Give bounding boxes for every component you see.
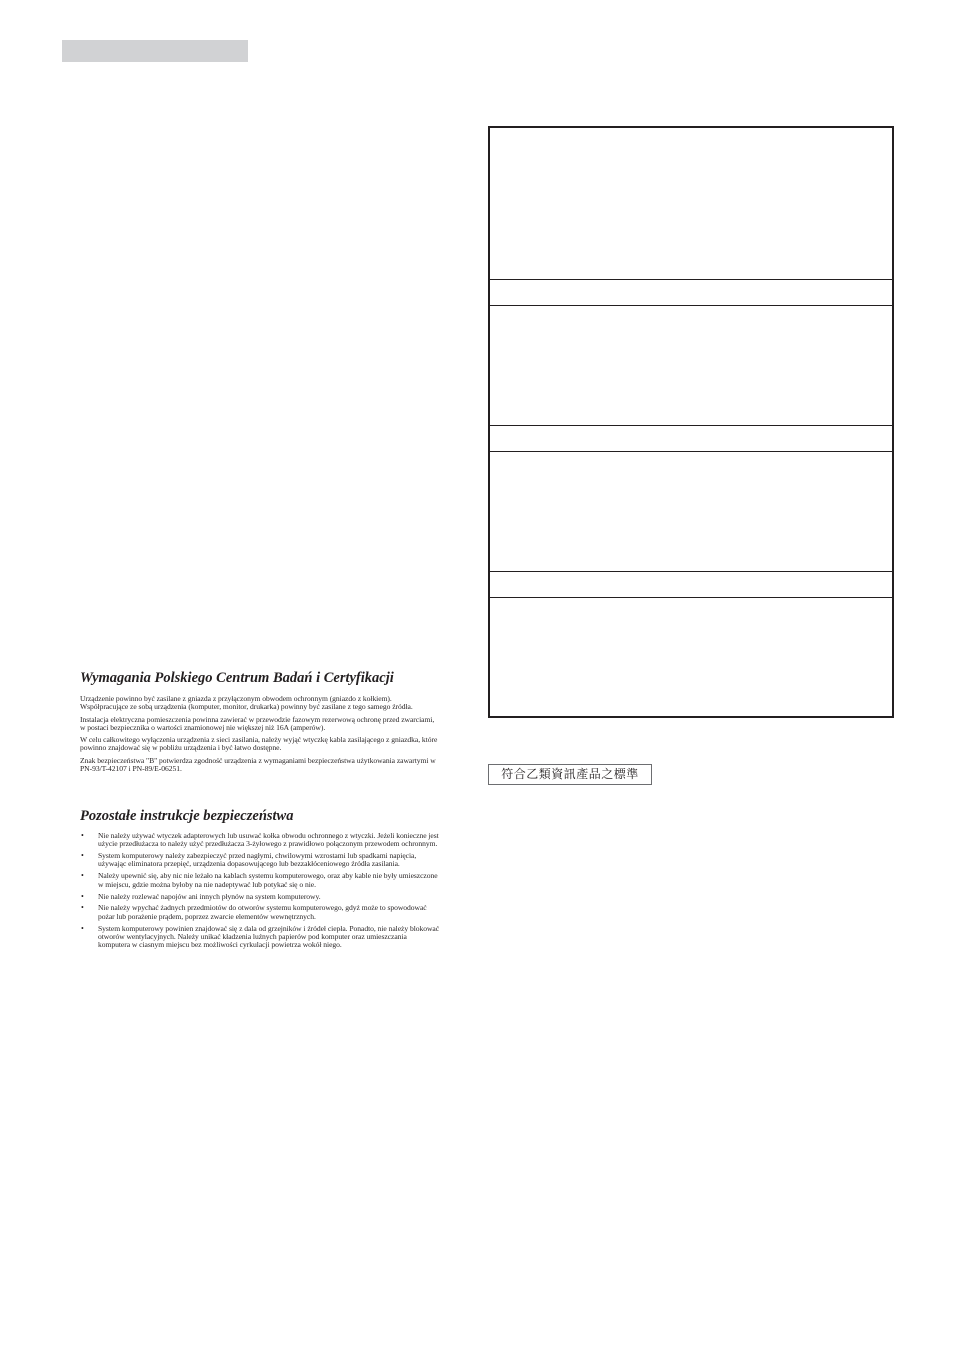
bullet-icon: • (81, 891, 84, 901)
pcbc-paragraph: W celu całkowitego wyłączenia urządzenia z sieci zasilania, należy wyjąć wtyczkę kabla zasilającego z gniazdka, które powinno znajdować się w pobliżu urządzenia i być łatwo dostępne. (80, 735, 438, 753)
header-bar (62, 40, 248, 62)
list-item (80, 893, 440, 901)
bullet-icon: • (81, 903, 84, 913)
table-row (490, 597, 892, 717)
list-item (80, 904, 440, 921)
list-item-text: Nie należy używać wtyczek adapterowych lub usuwać kołka obwodu ochronnego z wtyczki. Jeżeli konieczne jest użycie przedłużacza to należy użyć przedłużacza 3-żyłowego z prawidłowo połączonym przewodem ochronnym. (98, 831, 439, 849)
safety-instructions-list (80, 832, 440, 950)
pcbc-heading: Wymagania Polskiego Centrum Badań i Certyfikacji (80, 670, 394, 686)
table-row (490, 128, 892, 279)
list-item-text: System komputerowy należy zabezpieczyć przed nagłymi, chwilowymi wzrostami lub spadkami napięcia, używając eliminatora przepięć, urządzenia dopasowującego lub bezzakłóceniowego źródła zasilania. (98, 851, 417, 869)
list-item-text: Należy upewnić się, aby nic nie leżało na kablach systemu komputerowego, oraz aby kable nie były umieszczone w miejscu, gdzie można byłoby na nie nadeptywać lub potykać się o nie. (98, 871, 438, 889)
other-safety-heading: Pozostałe instrukcje bezpieczeństwa (80, 808, 294, 824)
bullet-icon: • (81, 871, 84, 881)
table-row (490, 279, 892, 306)
table-row (490, 425, 892, 452)
class-b-compliance-label: 符合乙類資訊產品之標準 (488, 764, 652, 785)
bullet-icon: • (81, 831, 84, 840)
other-safety-instructions-section (80, 808, 440, 953)
pcbc-requirements-section (80, 670, 440, 777)
bullet-icon: • (81, 851, 84, 861)
table-row (490, 451, 892, 572)
list-item (80, 832, 440, 849)
table-row (490, 571, 892, 598)
list-item-text: Nie należy wpychać żadnych przedmiotów do otworów systemu komputerowego, gdyż może to spowodować pożar lub porażenie prądem, poprzez zwarcie elementów wewnętrznych. (98, 903, 427, 921)
empty-table (488, 126, 894, 718)
list-item (80, 852, 440, 869)
table-row (490, 305, 892, 426)
pcbc-paragraph: Urządzenie powinno być zasilane z gniazda z przyłączonym obwodem ochronnym (gniazdo z kołkiem). Współpracujące ze sobą urządzenia (komputer, monitor, drukarka) powinny być zasilane z tego samego źródła. (80, 694, 413, 712)
pcbc-paragraph: Instalacja elektryczna pomieszczenia powinna zawierać w przewodzie fazowym rezerwową ochronę przed zwarciami, w postaci bezpiecznika o wartości znamionowej nie większej niż 16A (amperów). (80, 714, 435, 732)
list-item (80, 925, 440, 950)
list-item (80, 872, 440, 889)
bullet-icon: • (81, 923, 84, 933)
pcbc-paragraph: Znak bezpieczeństwa "B" potwierdza zgodność urządzenia z wymaganiami bezpieczeństwa użytkowania zawartymi w PN-93/T-42107 i PN-89/E-06251. (80, 755, 436, 774)
list-item-text: System komputerowy powinien znajdować się z dala od grzejników i źródeł ciepła. Ponadto, nie należy blokować otworów wentylacyjnych. Należy unikać kładzenia luźnych papierów pod komputer oraz umieszczania komputera w ciasnym miejscu bez możliwości cyrkulacji powietrza wokół niego. (98, 923, 440, 950)
list-item-text: Nie należy rozlewać napojów ani innych płynów na system komputerowy. (98, 891, 321, 901)
